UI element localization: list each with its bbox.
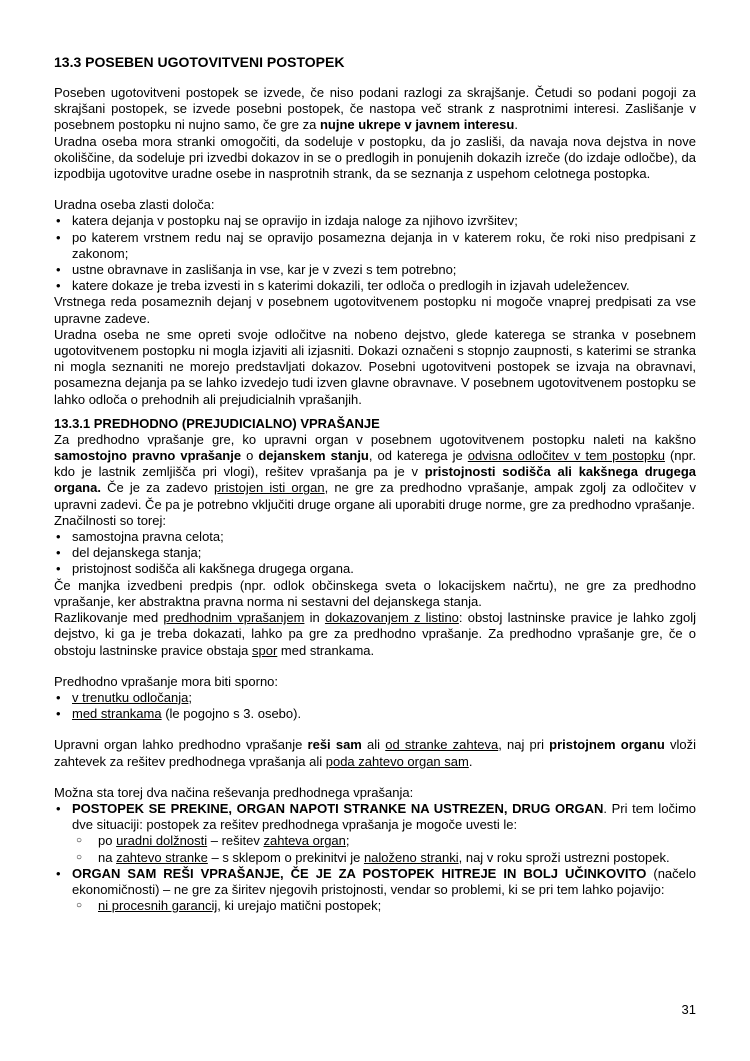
underlined-text: poda zahtevo organ sam: [325, 753, 469, 769]
paragraph-list-intro: Uradna oseba zlasti določa:: [54, 197, 215, 213]
list-item: • del dejanskega stanja;: [54, 545, 696, 561]
paragraph-definition: [54, 432, 696, 513]
paragraph-characteristics: Značilnosti so torej:: [54, 512, 166, 528]
duties-list: [54, 213, 696, 294]
text: ;: [188, 689, 192, 705]
list-item: [54, 690, 696, 706]
sub-list-item: [54, 898, 696, 914]
document-page: [54, 54, 696, 914]
page-number: 31: [681, 1002, 696, 1017]
underlined-text: zahteva organ: [263, 833, 346, 849]
sub-list-item: [54, 850, 696, 866]
text: : obstoj lastninske pravice je lahko zgolj dejstvo, ki ga je treba dokazati, lahko pa gre za predhodno vprašanje. Za predhodno vprašanje gre, če o obstoju lastninske pravice obstaja: [54, 610, 697, 658]
list-item: • po katerem vrstnem redu naj se opravijo posamezna dejanja in v katerem roku, če roki niso predpisani z zakonom;: [54, 230, 696, 262]
sub-list-a: [54, 833, 696, 865]
paragraph-distinction: [54, 610, 696, 659]
list-item: • katera dejanja v postopku naj se opravijo in izdaja naloge za njihovo izvršitev;: [54, 213, 696, 229]
text: , naj pri: [498, 737, 550, 753]
text: . Pri tem ločimo dve situaciji: postopek za rešitev predhodnega vprašanja je mogoče uvesti le:: [72, 800, 696, 833]
paragraph-rights: Uradna oseba mora stranki omogočiti, da sodeluje v postopku, da jo zasliši, da navaja nova dejstva in nove okoliščine, da sodeluje pri izvedbi dokazov in se o predlogih in ponujenih dokazih izreče (do izdaje odločbe), da izpodbija ugotovitve uradne osebe in nasprotnih strank, da se seznanja z uspehom celotnega postopka.: [54, 133, 696, 182]
bold-text: ORGAN SAM REŠI VPRAŠANJE, ČE JE ZA POSTOPEK HITREJE IN BOLJ UČINKOVITO: [72, 865, 647, 881]
text: na: [98, 849, 117, 865]
paragraph-two-ways: Možna sta torej dva načina reševanja predhodnega vprašanja:: [54, 784, 414, 800]
list-item: • katere dokaze je treba izvesti in s katerimi dokazili, ter odloča o predlogih in izjavah udeležencev.: [54, 278, 696, 294]
underlined-text: dokazovanjem z listino: [324, 610, 459, 626]
text: (npr. kdo je lastnik zemljišča pri vlogi), rešitev vprašanja pa je v: [54, 448, 696, 480]
sub-list-b: [54, 898, 696, 914]
list-item: • ustne obravnave in zaslišanja in vse, kar je v zvezi s tem potrebno;: [54, 262, 696, 278]
paragraph-evidence: Uradna oseba ne sme opreti svoje odločitve na nobeno dejstvo, glede katerega se stranka v posebnem ugotovitvenem postopku ni mogla izjaviti ali izjasniti. Dokazi označeni s stopnjo zaupnosti, s katerimi se stranka ni mogla seznaniti ne morejo predstavljati dokazov. Posebni ugotovitveni postopek se izvaja na obravnavi, posamezna dejanja pa se lahko izvedejo tudi izven glavne obravnave. V posebnem ugotovitvenem postopku se lahko odloča o prehodnih ali prejudicialnih vprašanjih.: [54, 326, 696, 407]
text: vloži zahtevek za rešitev predhodnega vprašanja ali: [54, 737, 697, 769]
text: Razlikovanje med: [54, 610, 164, 626]
text: Če je za zadevo: [100, 480, 215, 496]
ways-list: [54, 801, 696, 833]
paragraph-missing-regulation: Če manjka izvedbeni predpis (npr. odlok občinskega sveta o lokacijskem načrtu), ne gre za predhodno vprašanje, ker abstraktna pravna norma ni sestavni del dejanskega stanja.: [54, 577, 696, 609]
text: ali: [361, 737, 386, 753]
text: , ne gre za predhodno vprašanje, ampak zgolj za odločitev v upravni zadevi. Če pa je potrebno vključiti druge organe ali uporabiti druge norme, gre za predhodno vprašanje.: [54, 480, 697, 512]
text: ;: [345, 833, 350, 849]
underlined-text: med strankama: [72, 706, 162, 722]
text: po: [98, 833, 117, 849]
list-item: [54, 801, 696, 833]
underlined-text: naloženo stranki: [363, 849, 459, 865]
text: – s sklepom o prekinitvi je: [207, 849, 364, 865]
text: .: [468, 753, 473, 769]
text: Poseben ugotovitveni postopek se izvede, če niso podani razlogi za skrajšanje. Četudi so podani pogoji za skrajšani postopek, se izvede posebni postopek, če nastopa več strank z nasprotnimi interesi. Zaslišanje v posebnem postopku ni nujno samo, če gre za: [54, 85, 696, 133]
text: (načelo ekonomičnosti) – ne gre za širitev njegovih pristojnosti, vendar so problemi, ki se pri tem lahko pojavijo:: [72, 865, 697, 897]
text: – rešitev: [207, 833, 264, 849]
text: (le pogojno s 3. osebo).: [161, 706, 302, 722]
underlined-text: v trenutku odločanja: [72, 689, 189, 705]
list-item: • samostojna pravna celota;: [54, 529, 696, 545]
subsection-title: 13.3.1 PREDHODNO (PREJUDICIALNO) VPRAŠANJE: [54, 415, 380, 431]
paragraph-intro: [54, 85, 696, 134]
text: Za predhodno vprašanje gre, ko upravni organ v posebnem ugotovitvenem postopku naleti na kakšno: [54, 431, 696, 447]
bold-text: samostojno pravno vprašanje: [54, 448, 242, 464]
list-item: [54, 706, 696, 722]
text: med strankama.: [277, 642, 375, 658]
paragraph-disputed: Predhodno vprašanje mora biti sporno:: [54, 673, 279, 689]
underlined-text: ni procesnih garancij: [98, 898, 218, 914]
text: .: [514, 117, 518, 133]
text: Upravni organ lahko predhodno vprašanje: [54, 737, 308, 753]
underlined-text: predhodnim vprašanjem: [163, 610, 305, 626]
bold-text: reši sam: [307, 737, 362, 753]
text: , od katerega je: [368, 448, 468, 464]
text: , naj v roku sproži ustrezni postopek.: [458, 849, 670, 865]
underlined-text: zahtevo stranke: [116, 849, 208, 865]
paragraph-order: Vrstnega reda posameznih dejanj v posebnem ugotovitvenem postopku ni mogoče vnaprej predpisati za vse upravne zadeve.: [54, 294, 696, 326]
text: in: [304, 610, 325, 626]
section-title: 13.3 POSEBEN UGOTOVITVENI POSTOPEK: [54, 54, 345, 70]
bold-text: dejanskem stanju: [258, 448, 369, 464]
underlined-text: spor: [252, 642, 278, 658]
text: o: [241, 448, 259, 464]
list-item: [54, 866, 696, 898]
paragraph-solving: [54, 737, 696, 769]
list-item: • pristojnost sodišča ali kakšnega drugega organa.: [54, 561, 696, 577]
ways-list-2: [54, 866, 696, 898]
bold-text: pristojnem organu: [549, 737, 665, 753]
underlined-text: uradni dolžnosti: [116, 833, 208, 849]
bold-text: nujne ukrepe v javnem interesu: [319, 117, 515, 133]
sub-list-item: [54, 833, 696, 849]
underlined-text: odvisna odločitev v tem postopku: [467, 448, 665, 464]
bold-text: pristojnosti sodišča ali kakšnega drugega organa.: [54, 464, 697, 496]
disputed-list: [54, 690, 696, 722]
bold-text: POSTOPEK SE PREKINE, ORGAN NAPOTI STRANKE NA USTREZEN, DRUG ORGAN: [72, 800, 604, 816]
text: , ki urejajo matični postopek;: [217, 898, 382, 914]
underlined-text: od stranke zahteva: [385, 737, 499, 753]
characteristics-list: [54, 529, 696, 578]
underlined-text: pristojen isti organ: [214, 480, 325, 496]
